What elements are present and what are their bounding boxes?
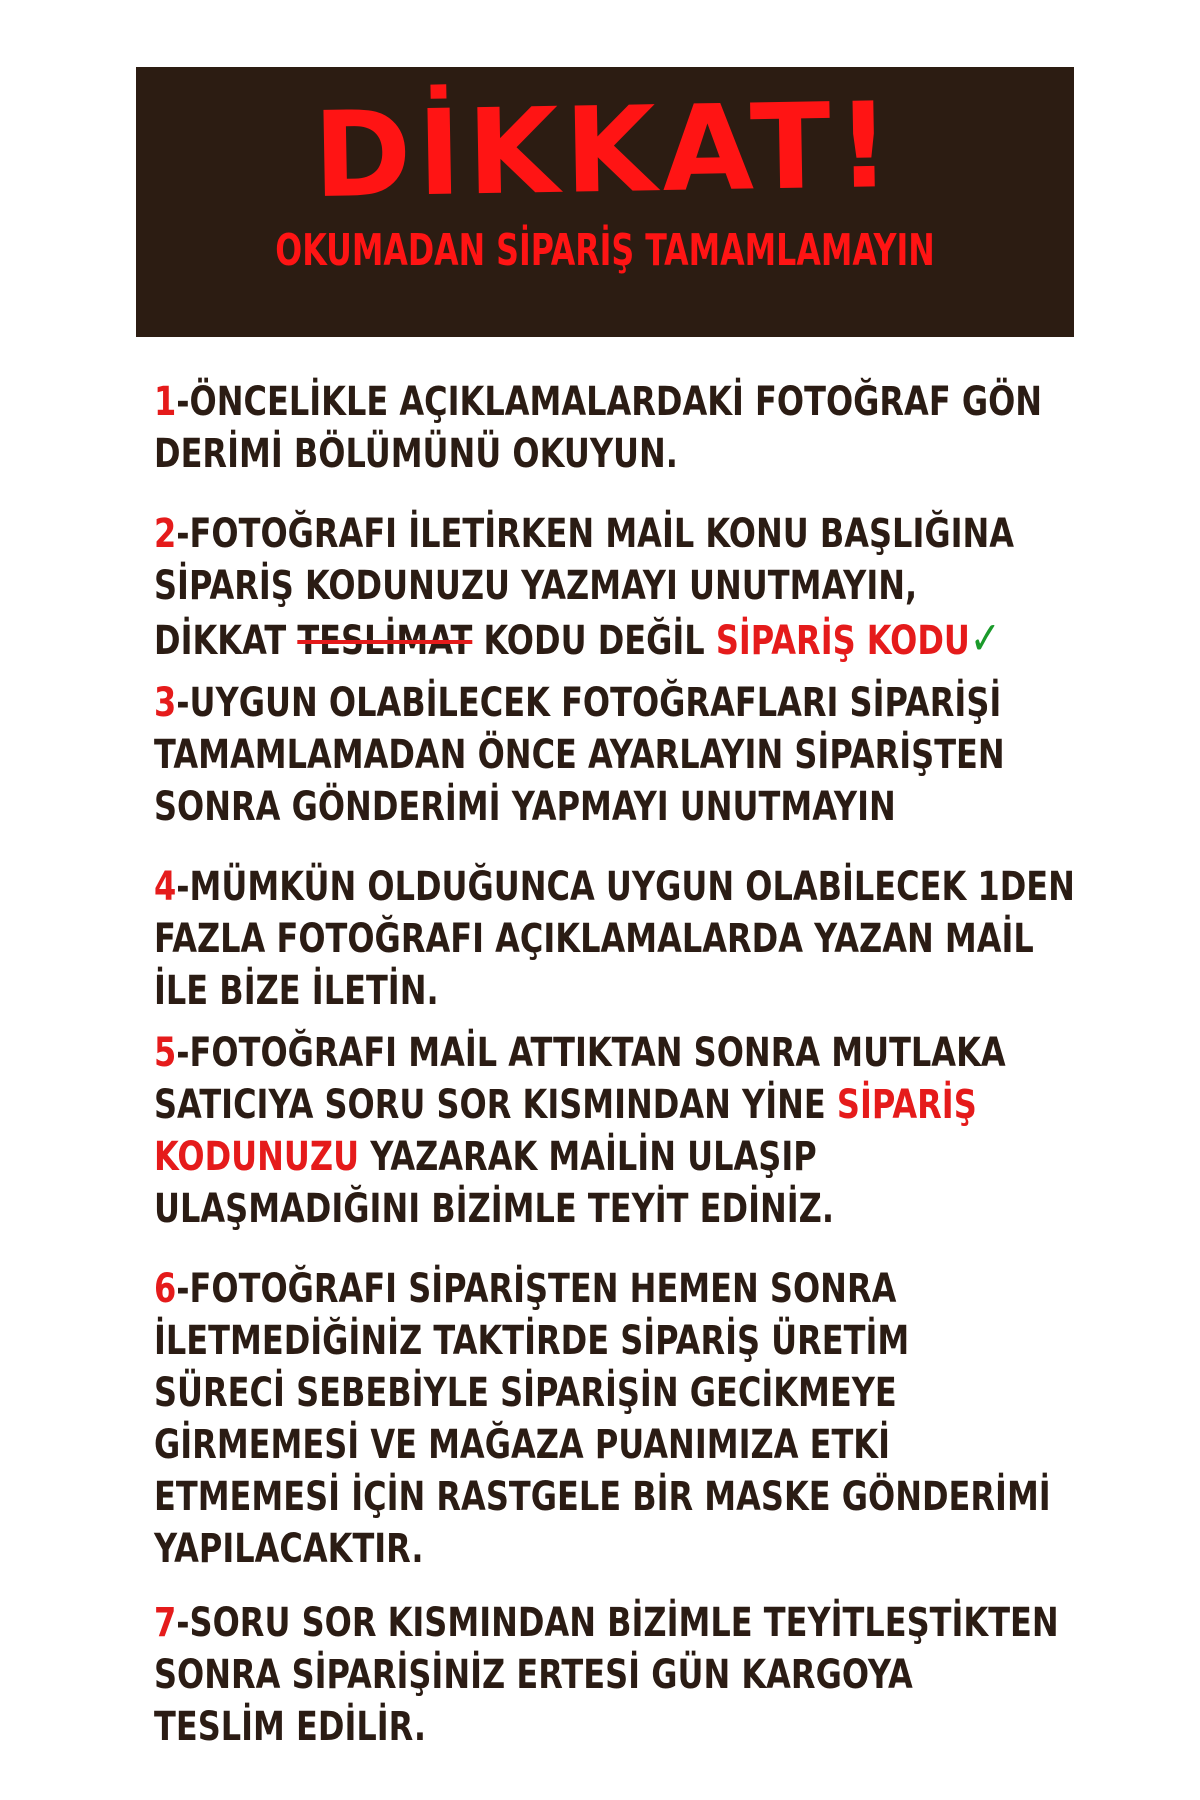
item-text: KODU DEĞİL <box>472 618 716 664</box>
item-number: 3 <box>154 680 177 726</box>
item-line: GİRMEMESİ VE MAĞAZA PUANIMIZA ETKİ <box>154 1422 890 1468</box>
item-text: -MÜMKÜN OLDUĞUNCA UYGUN OLABİLECEK 1DEN <box>176 864 1075 910</box>
banner-title: DİKKAT! <box>312 75 898 225</box>
item-number: 7 <box>154 1600 177 1646</box>
item-line <box>154 677 1074 729</box>
item-text: SATICIYA SORU SOR KISMINDAN YİNE <box>154 1082 837 1128</box>
item-line: İLETMEDİĞİNİZ TAKTİRDE SİPARİŞ ÜRETİM <box>154 1318 910 1364</box>
instruction-item-1 <box>154 376 1074 480</box>
item-line: TAMAMLAMADAN ÖNCE AYARLAYIN SİPARİŞTEN <box>154 732 1005 778</box>
item-line <box>154 1597 1074 1649</box>
struck-text: TESLİMAT <box>297 618 473 664</box>
highlight-text: SİPARİŞ KODU <box>715 618 970 664</box>
item-line: SONRA GÖNDERİMİ YAPMAYI UNUTMAYIN <box>154 784 896 830</box>
item-text: DİKKAT <box>154 618 298 664</box>
instruction-item-6 <box>154 1263 1074 1575</box>
checkmark-icon: ✓ <box>969 611 1001 665</box>
instruction-item-4 <box>154 861 1074 1017</box>
item-line: ETMEMESİ İÇİN RASTGELE BİR MASKE GÖNDERİMİ <box>154 1474 1051 1520</box>
item-number: 1 <box>154 379 177 425</box>
item-text: -FOTOĞRAFI MAİL ATTIKTAN SONRA MUTLAKA <box>176 1030 1006 1076</box>
item-text: -FOTOĞRAFI SİPARİŞTEN HEMEN SONRA <box>176 1266 897 1312</box>
item-line: ULAŞMADIĞINI BİZİMLE TEYİT EDİNİZ. <box>154 1186 835 1232</box>
instruction-item-3 <box>154 677 1074 833</box>
item-number: 6 <box>154 1266 177 1312</box>
item-line <box>154 861 1074 913</box>
item-line: FAZLA FOTOĞRAFI AÇIKLAMALARDA YAZAN MAİL <box>154 916 1034 962</box>
instruction-item-5 <box>154 1027 1074 1235</box>
highlight-text: KODUNUZU <box>154 1134 360 1180</box>
item-line: SONRA SİPARİŞİNİZ ERTESİ GÜN KARGOYA <box>154 1652 913 1698</box>
item-number: 2 <box>154 511 177 557</box>
item-line <box>154 1079 1074 1131</box>
item-text: -ÖNCELİKLE AÇIKLAMALARDAKİ FOTOĞRAF GÖN <box>176 379 1043 425</box>
warning-banner <box>136 67 1074 337</box>
item-line: DERİMİ BÖLÜMÜNÜ OKUYUN. <box>154 431 678 477</box>
item-line <box>154 1263 1074 1315</box>
item-line <box>154 1131 1074 1183</box>
item-text: -UYGUN OLABİLECEK FOTOĞRAFLARI SİPARİŞİ <box>176 680 1002 726</box>
item-text: -SORU SOR KISMINDAN BİZİMLE TEYİTLEŞTİKTEN <box>176 1600 1059 1646</box>
item-line: SÜRECİ SEBEBİYLE SİPARİŞİN GECİKMEYE <box>154 1370 897 1416</box>
item-line <box>154 376 1074 428</box>
item-number: 5 <box>154 1030 177 1076</box>
banner-subtitle: OKUMADAN SİPARİŞ TAMAMLAMAYIN <box>275 225 935 276</box>
instruction-item-2 <box>154 508 1074 667</box>
item-line: SİPARİŞ KODUNUZU YAZMAYI UNUTMAYIN, <box>154 563 918 609</box>
item-line <box>154 508 1074 560</box>
item-line: TESLİM EDİLİR. <box>154 1704 427 1750</box>
instruction-item-7 <box>154 1597 1074 1753</box>
item-text: -FOTOĞRAFI İLETİRKEN MAİL KONU BAŞLIĞINA <box>176 511 1015 557</box>
highlight-text: SİPARİŞ <box>836 1082 977 1128</box>
item-line <box>154 612 1074 667</box>
item-text: YAZARAK MAİLİN ULAŞIP <box>359 1134 817 1180</box>
instruction-list <box>154 376 1084 1753</box>
item-line <box>154 1027 1074 1079</box>
item-line: YAPILACAKTIR. <box>154 1526 424 1572</box>
item-line: İLE BİZE İLETİN. <box>154 968 439 1014</box>
item-number: 4 <box>154 864 177 910</box>
